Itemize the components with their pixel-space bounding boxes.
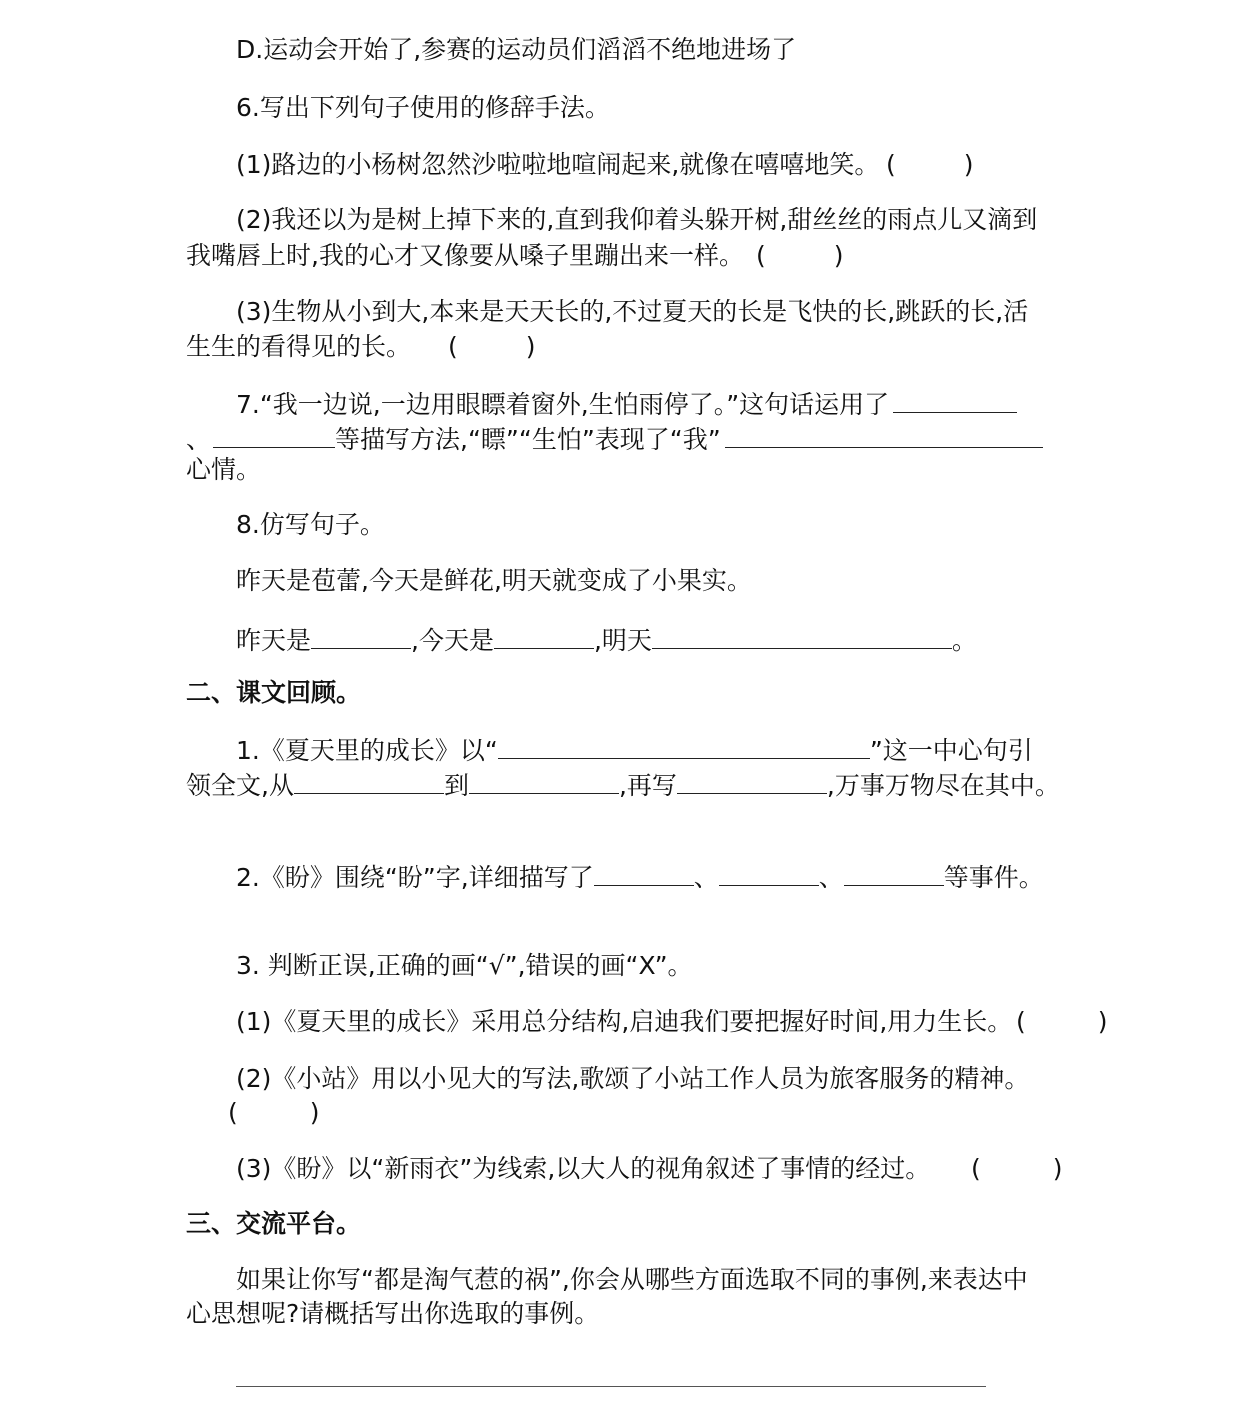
s3-prompt-line1: 如果让你写“都是淘气惹的祸”,你会从哪些方面选取不同的事例,来表达中 bbox=[236, 1265, 1028, 1294]
q6-title: 6.写出下列句子使用的修辞手法。 bbox=[236, 93, 610, 122]
q6-sentence-2-line2: 我嘴唇上时,我的心才又像要从嗓子里蹦出来一样。 ( ) bbox=[186, 241, 844, 270]
answer-paren[interactable]: ( ) bbox=[1016, 1007, 1108, 1036]
q6-sentence-1: (1)路边的小杨树忽然沙啦啦地喧闹起来,就像在嘻嘻地笑。 ( ) bbox=[236, 150, 974, 179]
s2-q1-line2: 领全文,从 到 ,再写 ,万事万物尽在其中。 bbox=[186, 767, 1060, 799]
q6-sentence-3-line1: (3)生物从小到大,本来是天天长的,不过夏天的长是飞快的长,跳跃的长,活 bbox=[236, 297, 1029, 326]
s2-q2: 2.《盼》围绕“盼”字,详细描写了 、 、 等事件。 bbox=[236, 859, 1044, 891]
blank[interactable] bbox=[893, 386, 1017, 413]
section-2-title: 二、课文回顾。 bbox=[186, 678, 362, 707]
blank[interactable] bbox=[594, 859, 694, 886]
section-3-title: 三、交流平台。 bbox=[186, 1209, 362, 1238]
q8-example: 昨天是苞蕾,今天是鲜花,明天就变成了小果实。 bbox=[236, 566, 752, 595]
s2-q3-title: 3. 判断正误,正确的画“√”,错误的画“X”。 bbox=[236, 951, 693, 980]
blank[interactable] bbox=[498, 732, 870, 759]
q7-line3: 心情。 bbox=[186, 455, 262, 484]
q7-line2: 、 等描写方法,“瞟”“生怕”表现了“我” bbox=[186, 421, 1043, 453]
blank[interactable] bbox=[844, 859, 944, 886]
answer-paren[interactable]: ( ) bbox=[228, 1098, 320, 1127]
answer-paren[interactable]: ( ) bbox=[756, 241, 844, 270]
q8-title: 8.仿写句子。 bbox=[236, 510, 385, 539]
blank[interactable] bbox=[469, 767, 619, 794]
q6-sentence-2-line1: (2)我还以为是树上掉下来的,直到我仰着头躲开树,甜丝丝的雨点儿又滴到 bbox=[236, 205, 1038, 234]
answer-paren[interactable]: ( ) bbox=[448, 332, 536, 361]
blank[interactable] bbox=[725, 421, 1043, 448]
s2-q3-statement-1: (1)《夏天里的成长》采用总分结构,启迪我们要把握好时间,用力生长。 ( ) bbox=[236, 1007, 1108, 1036]
blank[interactable] bbox=[294, 767, 444, 794]
blank[interactable] bbox=[213, 421, 335, 448]
q8-imitation: 昨天是 ,今天是 ,明天 。 bbox=[236, 622, 977, 654]
q7-line1: 7.“我一边说,一边用眼瞟着窗外,生怕雨停了。”这句话运用了 bbox=[236, 386, 1017, 418]
s3-prompt-line2: 心思想呢?请概括写出你选取的事例。 bbox=[186, 1299, 600, 1328]
s2-q1-line1: 1.《夏天里的成长》以“ ”这一中心句引 bbox=[236, 732, 1033, 764]
answer-paren[interactable]: ( ) bbox=[971, 1154, 1063, 1183]
s2-q3-statement-2: (2)《小站》用以小见大的写法,歌颂了小站工作人员为旅客服务的精神。 bbox=[236, 1064, 1030, 1093]
blank[interactable] bbox=[652, 622, 952, 649]
blank[interactable] bbox=[677, 767, 827, 794]
blank[interactable] bbox=[494, 622, 594, 649]
answer-paren[interactable]: ( ) bbox=[886, 150, 974, 179]
answer-line[interactable] bbox=[236, 1386, 986, 1387]
q6-sentence-3-line2: 生生的看得见的长。 ( ) bbox=[186, 332, 536, 361]
blank[interactable] bbox=[311, 622, 411, 649]
blank[interactable] bbox=[719, 859, 819, 886]
s2-q3-statement-3: (3)《盼》以“新雨衣”为线索,以大人的视角叙述了事情的经过。 ( ) bbox=[236, 1154, 1063, 1183]
q5-option-d: D.运动会开始了,参赛的运动员们滔滔不绝地进场了 bbox=[236, 35, 797, 64]
